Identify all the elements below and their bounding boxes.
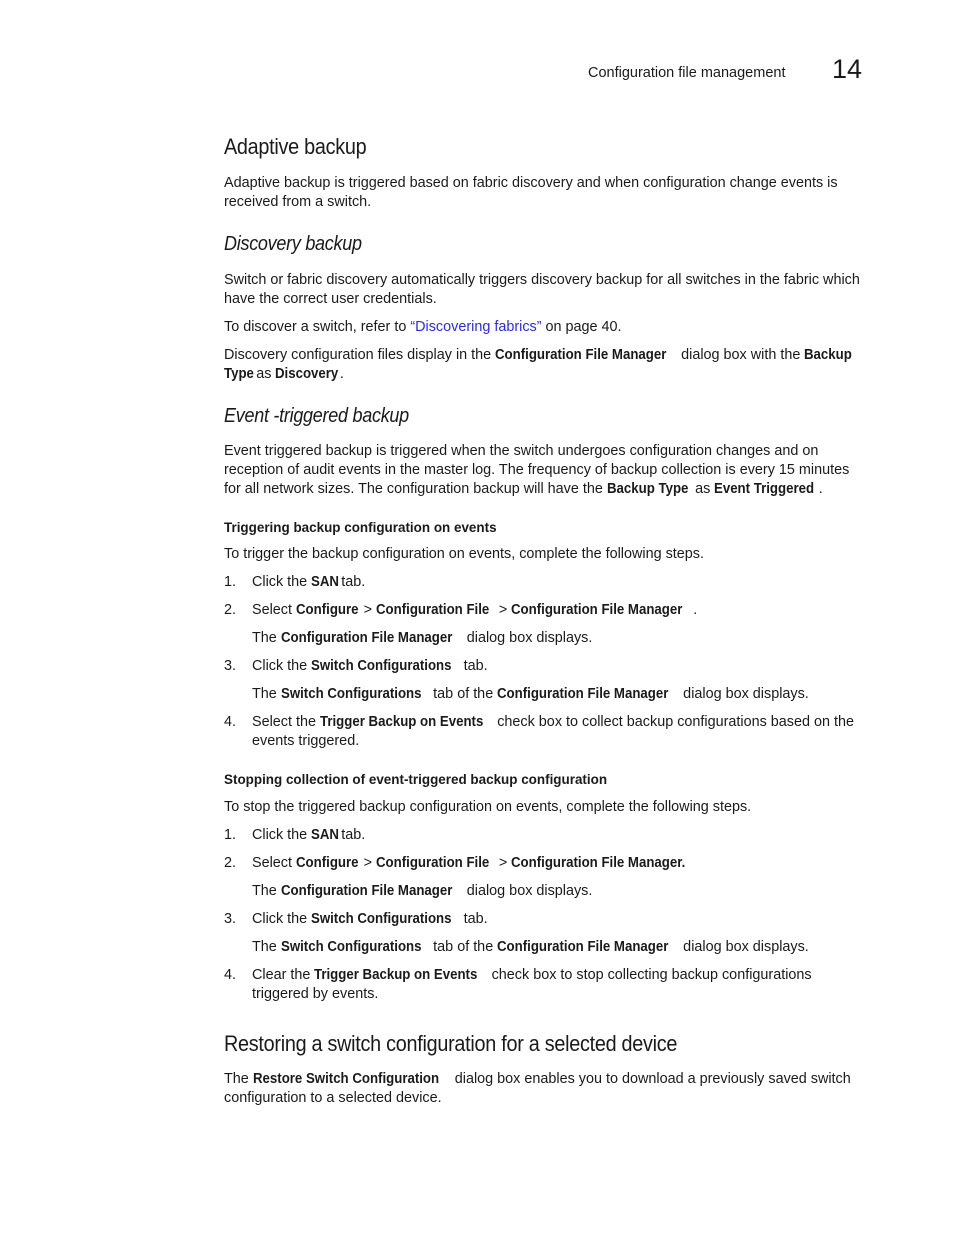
discovery-paragraph-3: Discovery configuration files display in the Configuration File Manager dialog box with the Backup Type as Discovery. — [224, 347, 853, 382]
discovery-paragraph-2: To discover a switch, refer to “Discovering fabrics” on page 40. — [224, 319, 622, 335]
heading-discovery-backup: Discovery backup — [224, 233, 362, 255]
stop-step-3-result: The Switch Configurations tab of the Configuration File Manager dialog box displays. — [252, 939, 809, 955]
restore-paragraph: The Restore Switch Configuration dialog box enables you to download a previously saved switch configuration to a selected device. — [224, 1071, 851, 1106]
trigger-step-2-result: The Configuration File Manager dialog box displays. — [252, 630, 593, 646]
event-paragraph: Event triggered backup is triggered when the switch undergoes configuration changes and on reception of audit events in the master log. The frequency of backup collection is every 15 minutes for all network sizes. The configuration backup will have the Backup Type as Event Triggered . — [224, 443, 850, 497]
header-title: Configuration file management — [588, 65, 786, 81]
stop-step-2-result: The Configuration File Manager dialog box displays. — [252, 883, 593, 899]
chapter-number: 14 — [832, 54, 863, 84]
heading-restoring-switch-configuration: Restoring a switch configuration for a selected device — [224, 1031, 678, 1056]
trigger-step-3-result: The Switch Configurations tab of the Configuration File Manager dialog box displays. — [252, 686, 809, 702]
heading-stopping-collection: Stopping collection of event-triggered backup configuration — [224, 771, 608, 787]
discovering-fabrics-link[interactable]: “Discovering fabrics” — [410, 319, 542, 335]
trigger-intro: To trigger the backup configuration on events, complete the following steps. — [224, 546, 704, 562]
discovery-paragraph-1: Switch or fabric discovery automatically triggers discovery backup for all switches in the fabric which have the correct user credentials. — [224, 272, 860, 307]
heading-adaptive-backup: Adaptive backup — [224, 134, 367, 159]
stop-intro: To stop the triggered backup configuration on events, complete the following steps. — [224, 799, 752, 815]
heading-event-triggered-backup: Event -triggered backup — [224, 405, 409, 427]
adaptive-intro: Adaptive backup is triggered based on fabric discovery and when configuration change events is received from a switch. — [224, 175, 838, 210]
heading-triggering-backup: Triggering backup configuration on events — [224, 519, 497, 535]
